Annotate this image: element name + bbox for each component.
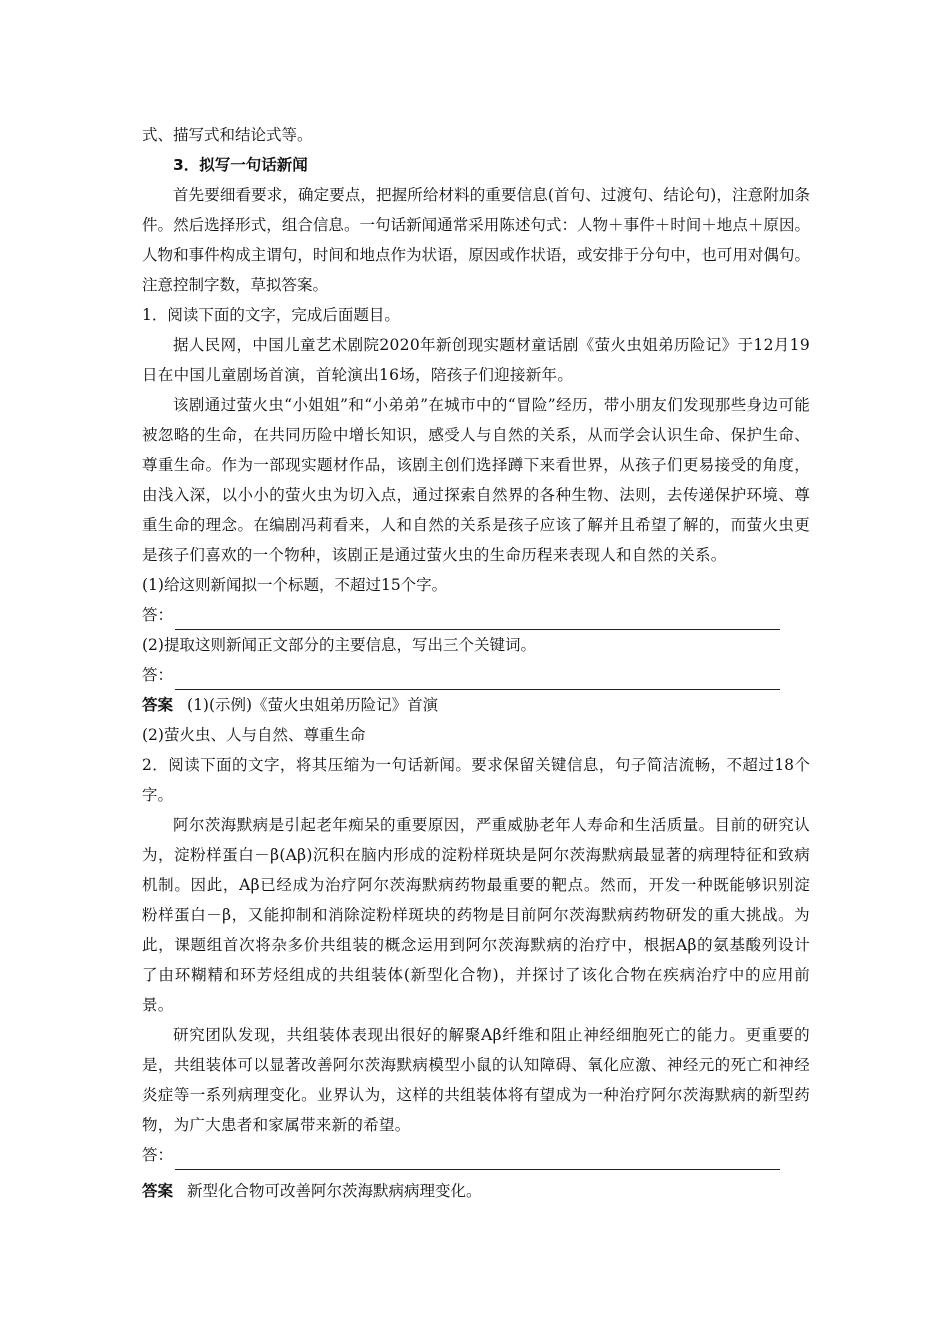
answer-prompt: 答： [142,1146,174,1164]
q2-answer-text: 新型化合物可改善阿尔茨海默病病理变化。 [187,1182,482,1200]
question-2-stem: 2．阅读下面的文字，将其压缩为一句话新闻。要求保留关键信息，句子简洁流畅，不超过18个字。 [142,756,810,804]
q2-answer [142,1176,810,1206]
q1-sub-question-2: (2)提取这则新闻正文部分的主要信息，写出三个关键词。 [142,636,536,654]
q1-answer-1: (1)(示例)《萤火虫姐弟历险记》首演 [187,696,439,714]
intro-continuation: 式、描写式和结论式等。 [142,126,313,144]
q2-passage-paragraph-1: 阿尔茨海默病是引起老年痴呆的重要原因，严重威胁老年人寿命和生活质量。目前的研究认为，淀粉样蛋白－β(Aβ)沉积在脑内形成的淀粉样斑块是阿尔茨海默病最显著的病理特征和致病机制。因此，Aβ已经成为治疗阿尔茨海默病药物最重要的靶点。然而，开发一种既能够识别淀粉样蛋白－β，又能抑制和消除淀粉样斑块的药物是目前阿尔茨海默病药物研发的重大挑战。为此，课题组首次将杂多价共组装的概念运用到阿尔茨海默病的治疗中，根据Aβ的氨基酸列设计了由环糊精和环芳烃组成的共组装体(新型化合物)，并探讨了该化合物在疾病治疗中的应用前景。 [142,816,810,1014]
q1-passage-paragraph-2: 该剧通过萤火虫“小姐姐”和“小弟弟”在城市中的“冒险”经历，带小朋友们发现那些身边可能被忽略的生命，在共同历险中增长知识，感受人与自然的关系，从而学会认识生命、保护生命、尊重生命。作为一部现实题材作品，该剧主创们选择蹲下来看世界，从孩子们更易接受的角度，由浅入深，以小小的萤火虫为切入点，通过探索自然界的各种生物、法则，去传递保护环境、尊重生命的理念。在编剧冯莉看来，人和自然的关系是孩子应该了解并且希望了解的，而萤火虫更是孩子们喜欢的一个物种，该剧正是通过萤火虫的生命历程来表现人和自然的关系。 [142,396,810,564]
q1-passage-paragraph-1: 据人民网，中国儿童艺术剧院2020年新创现实题材童话剧《萤火虫姐弟历险记》于12月19日在中国儿童剧场首演，首轮演出16场，陪孩子们迎接新年。 [142,336,810,384]
answer-label: 答案 [142,696,174,714]
answer-blank[interactable] [175,670,780,690]
section-3-title: 3．拟写一句话新闻 [173,156,308,174]
answer-blank[interactable] [175,1150,780,1170]
section-3-body: 首先要细看要求，确定要点，把握所给材料的重要信息(首句、过渡句、结论句)，注意附加条件。然后选择形式，组合信息。一句话新闻通常采用陈述句式：人物＋事件＋时间＋地点＋原因。人物和事件构成主谓句，时间和地点作为状语，原因或作状语，或安排于分句中，也可用对偶句。注意控制字数，草拟答案。 [142,186,810,294]
answer-prompt: 答： [142,666,174,684]
document-page [142,120,810,1206]
q1-answer-line-2[interactable] [142,660,810,690]
q1-answer-line-1[interactable] [142,600,810,630]
answer-prompt: 答： [142,606,174,624]
question-1-stem: 1．阅读下面的文字，完成后面题目。 [142,306,400,324]
q2-answer-line[interactable] [142,1140,810,1170]
answer-label: 答案 [142,1182,174,1200]
q1-sub-question-1: (1)给这则新闻拟一个标题，不超过15个字。 [142,576,448,594]
q1-answer [142,690,810,720]
q1-answer-2: (2)萤火虫、人与自然、尊重生命 [142,726,366,744]
answer-blank[interactable] [175,610,780,630]
q2-passage-paragraph-2: 研究团队发现，共组装体表现出很好的解聚Aβ纤维和阻止神经细胞死亡的能力。更重要的是，共组装体可以显著改善阿尔茨海默病模型小鼠的认知障碍、氧化应激、神经元的死亡和神经炎症等一系列病理变化。业界认为，这样的共组装体将有望成为一种治疗阿尔茨海默病的新型药物，为广大患者和家属带来新的希望。 [142,1026,810,1134]
